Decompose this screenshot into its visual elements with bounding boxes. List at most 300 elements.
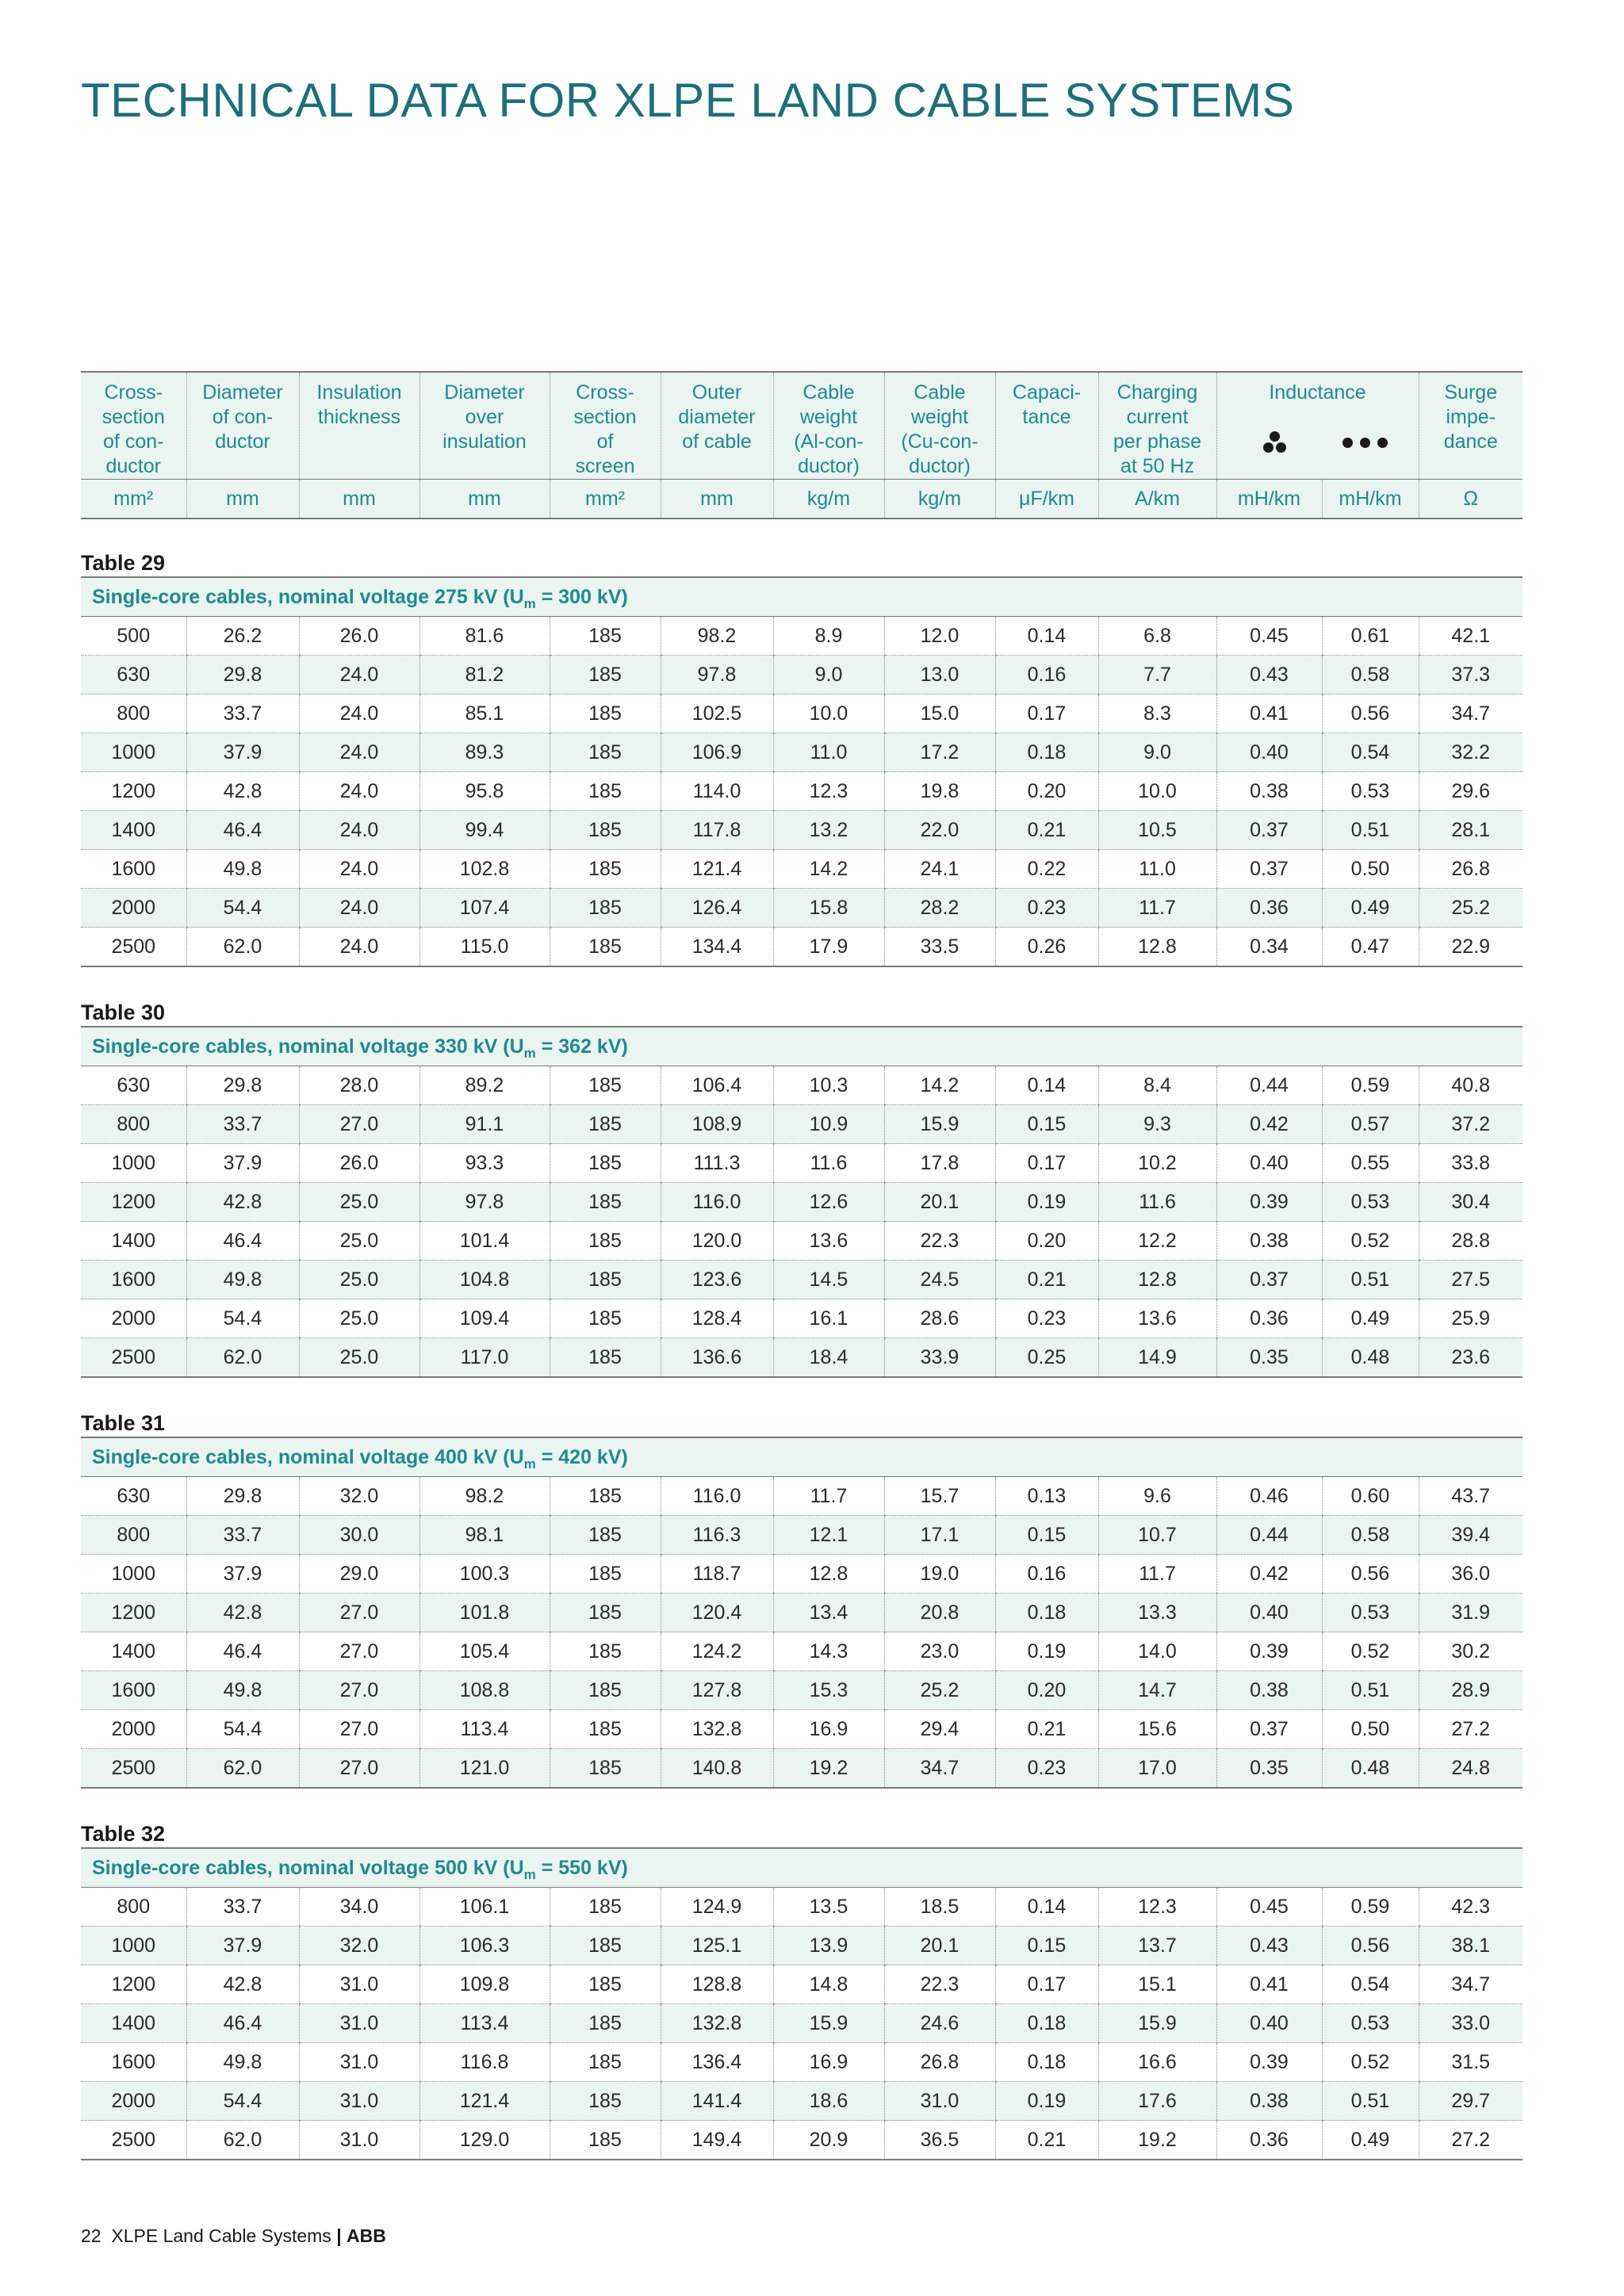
table-cell: 1200 [81, 1183, 186, 1222]
table-section-title [81, 1847, 1522, 1888]
table-cell: 100.3 [419, 1555, 550, 1594]
table-cell: 25.9 [1419, 1299, 1522, 1338]
table-cell: 0.49 [1322, 889, 1419, 928]
table-cell: 9.0 [773, 656, 884, 695]
table-cell: 185 [550, 1261, 661, 1299]
table-cell: 800 [81, 695, 186, 733]
table-label: Table 31 [81, 1411, 166, 1435]
column-header-line: Charging [1116, 381, 1198, 404]
table-cell: 0.41 [1216, 1965, 1322, 2004]
table-cell: 37.9 [186, 1144, 299, 1183]
column-header-line: per phase [1113, 430, 1202, 453]
table-cell: 10.5 [1098, 811, 1216, 850]
table-cell: 0.56 [1322, 695, 1419, 733]
table-cell: 29.4 [884, 1710, 995, 1749]
table-row [81, 1183, 1522, 1222]
table-cell: 0.40 [1216, 2004, 1322, 2043]
table-cell: 11.7 [1098, 1555, 1216, 1594]
unit-cell: mm [661, 480, 773, 519]
table-cell: 0.51 [1322, 1261, 1419, 1299]
table-cell: 31.0 [884, 2082, 995, 2121]
column-header-table [81, 371, 1522, 519]
table-cell: 0.39 [1216, 2043, 1322, 2082]
table-cell: 0.44 [1216, 1066, 1322, 1105]
table-cell: 185 [550, 1671, 661, 1710]
table-cell: 0.36 [1216, 1299, 1322, 1338]
table-cell: 14.9 [1098, 1338, 1216, 1378]
table-cell: 46.4 [186, 1222, 299, 1261]
table-cell: 33.7 [186, 1516, 299, 1555]
table-cell: 0.46 [1216, 1477, 1322, 1516]
table-cell: 0.51 [1322, 1671, 1419, 1710]
table-cell: 0.52 [1322, 1632, 1419, 1671]
table-cell: 2000 [81, 1710, 186, 1749]
table-cell: 8.3 [1098, 695, 1216, 733]
table-cell: 0.25 [995, 1338, 1098, 1378]
column-header-line: Cable [802, 381, 855, 404]
footer-separator: | [336, 2225, 342, 2246]
table-cell: 0.19 [995, 1183, 1098, 1222]
table-cell: 9.6 [1098, 1477, 1216, 1516]
table-cell: 800 [81, 1888, 186, 1927]
table-row [81, 889, 1522, 928]
unit-cell: A/km [1098, 480, 1216, 519]
table-cell: 185 [550, 1144, 661, 1183]
table-cell: 1400 [81, 811, 186, 850]
table-cell: 116.8 [419, 2043, 550, 2082]
table-cell: 1200 [81, 1965, 186, 2004]
table-cell: 29.7 [1419, 2082, 1522, 2121]
table-cell: 42.8 [186, 1594, 299, 1632]
table-cell: 11.0 [1098, 850, 1216, 889]
table-cell: 2500 [81, 1338, 186, 1378]
table-cell: 185 [550, 1066, 661, 1105]
table-cell: 1000 [81, 1555, 186, 1594]
table-cell: 185 [550, 2082, 661, 2121]
table-cell: 18.4 [773, 1338, 884, 1378]
table-row [81, 1144, 1522, 1183]
table-cell: 42.3 [1419, 1888, 1522, 1927]
table-cell: 0.39 [1216, 1183, 1322, 1222]
table-cell: 185 [550, 2121, 661, 2160]
unit-cell: mm [299, 480, 419, 519]
table-cell: 32.2 [1419, 733, 1522, 772]
column-header [1216, 372, 1419, 480]
table-block [81, 1820, 1522, 2160]
table-cell: 121.4 [419, 2082, 550, 2121]
table-cell: 111.3 [661, 1144, 773, 1183]
table-cell: 98.1 [419, 1516, 550, 1555]
table-cell: 185 [550, 1516, 661, 1555]
table-row [81, 772, 1522, 811]
table-cell: 29.8 [186, 656, 299, 695]
table-cell: 29.8 [186, 1477, 299, 1516]
section-title-text: Single-core cables, nominal voltage 330 kV (U [92, 1035, 524, 1058]
unit-cell: kg/m [773, 480, 884, 519]
table-cell: 12.0 [884, 617, 995, 656]
table-cell: 185 [550, 889, 661, 928]
table-cell: 2000 [81, 2082, 186, 2121]
table-cell: 25.2 [884, 1671, 995, 1710]
table-cell: 0.40 [1216, 1144, 1322, 1183]
section-title-subscript: m [523, 1867, 536, 1882]
data-table [81, 1888, 1522, 2160]
table-cell: 0.23 [995, 1299, 1098, 1338]
table-cell: 34.7 [1419, 1965, 1522, 2004]
table-cell: 17.2 [884, 733, 995, 772]
table-cell: 124.2 [661, 1632, 773, 1671]
table-cell: 0.53 [1322, 1594, 1419, 1632]
table-cell: 2000 [81, 889, 186, 928]
table-cell: 0.37 [1216, 1710, 1322, 1749]
table-cell: 14.3 [773, 1632, 884, 1671]
column-header-line: over [465, 406, 504, 428]
table-row [81, 1222, 1522, 1261]
table-row [81, 1671, 1522, 1710]
table-row [81, 656, 1522, 695]
table-cell: 0.23 [995, 1749, 1098, 1789]
unit-cell: mH/km [1216, 480, 1322, 519]
table-cell: 0.51 [1322, 2082, 1419, 2121]
table-cell: 0.17 [995, 695, 1098, 733]
table-cell: 98.2 [419, 1477, 550, 1516]
table-cell: 54.4 [186, 889, 299, 928]
table-cell: 13.2 [773, 811, 884, 850]
table-cell: 26.8 [1419, 850, 1522, 889]
flat-formation-icon [1342, 438, 1392, 449]
table-cell: 0.22 [995, 850, 1098, 889]
table-cell: 13.4 [773, 1594, 884, 1632]
table-cell: 106.3 [419, 1927, 550, 1965]
column-header-line: (Al-con- [794, 430, 864, 453]
table-row [81, 1594, 1522, 1632]
table-cell: 17.6 [1098, 2082, 1216, 2121]
table-cell: 14.5 [773, 1261, 884, 1299]
table-cell: 14.0 [1098, 1632, 1216, 1671]
table-cell: 0.35 [1216, 1338, 1322, 1378]
table-cell: 124.9 [661, 1888, 773, 1927]
table-cell: 0.21 [995, 1710, 1098, 1749]
table-label: Table 29 [81, 551, 166, 575]
table-cell: 0.16 [995, 656, 1098, 695]
table-cell: 10.3 [773, 1066, 884, 1105]
table-cell: 140.8 [661, 1749, 773, 1789]
section-title-subscript: m [523, 1046, 536, 1061]
table-cell: 34.7 [1419, 695, 1522, 733]
table-cell: 19.2 [773, 1749, 884, 1789]
column-header-line: Cable [914, 381, 966, 404]
table-cell: 11.6 [773, 1144, 884, 1183]
table-cell: 14.8 [773, 1965, 884, 2004]
table-cell: 31.9 [1419, 1594, 1522, 1632]
table-cell: 2500 [81, 1749, 186, 1789]
table-cell: 24.0 [299, 772, 419, 811]
table-cell: 0.48 [1322, 1749, 1419, 1789]
table-cell: 107.4 [419, 889, 550, 928]
table-cell: 13.7 [1098, 1927, 1216, 1965]
table-cell: 10.0 [773, 695, 884, 733]
column-header [995, 372, 1098, 480]
table-cell: 36.0 [1419, 1555, 1522, 1594]
table-cell: 91.1 [419, 1105, 550, 1144]
table-label: Table 32 [81, 1822, 166, 1846]
table-cell: 185 [550, 772, 661, 811]
table-cell: 0.21 [995, 1261, 1098, 1299]
table-cell: 0.38 [1216, 772, 1322, 811]
table-cell: 27.0 [299, 1105, 419, 1144]
table-cell: 120.0 [661, 1222, 773, 1261]
table-row [81, 1888, 1522, 1927]
table-cell: 0.40 [1216, 733, 1322, 772]
table-cell: 31.5 [1419, 2043, 1522, 2082]
table-cell: 28.9 [1419, 1671, 1522, 1710]
table-cell: 1200 [81, 772, 186, 811]
page-title: TECHNICAL DATA FOR XLPE LAND CABLE SYSTEMS [81, 74, 1295, 127]
table-cell: 0.16 [995, 1555, 1098, 1594]
table-cell: 24.0 [299, 811, 419, 850]
table-cell: 49.8 [186, 1261, 299, 1299]
column-header-line: insulation [442, 430, 527, 453]
table-cell: 630 [81, 1477, 186, 1516]
table-cell: 42.8 [186, 1965, 299, 2004]
table-cell: 117.8 [661, 811, 773, 850]
column-header-line: impe- [1446, 406, 1496, 428]
table-cell: 185 [550, 1105, 661, 1144]
table-cell: 2000 [81, 1299, 186, 1338]
table-cell: 0.21 [995, 2121, 1098, 2160]
table-cell: 14.2 [884, 1066, 995, 1105]
table-cell: 12.6 [773, 1183, 884, 1222]
table-cell: 28.6 [884, 1299, 995, 1338]
table-cell: 20.9 [773, 2121, 884, 2160]
column-header-line: weight [799, 406, 858, 428]
column-header-line: screen [575, 455, 635, 477]
table-cell: 116.0 [661, 1183, 773, 1222]
table-cell: 0.53 [1322, 772, 1419, 811]
table-cell: 12.8 [773, 1555, 884, 1594]
column-header-row [81, 372, 1522, 480]
table-cell: 2500 [81, 2121, 186, 2160]
table-cell: 0.18 [995, 733, 1098, 772]
table-cell: 19.2 [1098, 2121, 1216, 2160]
table-row [81, 850, 1522, 889]
table-row [81, 1749, 1522, 1789]
unit-cell: mm² [550, 480, 661, 519]
table-cell: 33.7 [186, 1105, 299, 1144]
table-cell: 118.7 [661, 1555, 773, 1594]
table-cell: 0.19 [995, 1632, 1098, 1671]
table-cell: 54.4 [186, 1710, 299, 1749]
column-header [884, 372, 995, 480]
page-footer [81, 2225, 386, 2247]
table-cell: 26.0 [299, 1144, 419, 1183]
table-block [81, 549, 1522, 967]
column-header [186, 372, 299, 480]
table-cell: 0.48 [1322, 1338, 1419, 1378]
table-block [81, 1410, 1522, 1789]
table-cell: 12.1 [773, 1516, 884, 1555]
table-row [81, 617, 1522, 656]
table-cell: 0.44 [1216, 1516, 1322, 1555]
table-cell: 10.2 [1098, 1144, 1216, 1183]
table-cell: 30.0 [299, 1516, 419, 1555]
table-cell: 25.0 [299, 1261, 419, 1299]
table-cell: 0.50 [1322, 1710, 1419, 1749]
table-cell: 104.8 [419, 1261, 550, 1299]
table-cell: 128.8 [661, 1965, 773, 2004]
table-cell: 108.9 [661, 1105, 773, 1144]
table-cell: 105.4 [419, 1632, 550, 1671]
table-cell: 28.1 [1419, 811, 1522, 850]
table-cell: 12.8 [1098, 928, 1216, 967]
table-row [81, 1632, 1522, 1671]
column-header-line: section [573, 406, 637, 428]
table-cell: 17.1 [884, 1516, 995, 1555]
table-cell: 0.36 [1216, 2121, 1322, 2160]
table-cell: 97.8 [419, 1183, 550, 1222]
data-table [81, 1477, 1522, 1789]
table-row [81, 1105, 1522, 1144]
table-cell: 93.3 [419, 1144, 550, 1183]
table-cell: 0.18 [995, 2004, 1098, 2043]
table-cell: 0.53 [1322, 2004, 1419, 2043]
technical-data-content [81, 371, 1522, 2160]
table-cell: 0.13 [995, 1477, 1098, 1516]
column-header [1419, 372, 1522, 480]
column-header-line: tance [1022, 406, 1071, 428]
table-cell: 37.3 [1419, 656, 1522, 695]
table-cell: 32.0 [299, 1927, 419, 1965]
table-cell: 0.51 [1322, 811, 1419, 850]
unit-cell: mH/km [1322, 480, 1419, 519]
table-cell: 0.23 [995, 889, 1098, 928]
table-row [81, 1066, 1522, 1105]
table-cell: 0.15 [995, 1105, 1098, 1144]
table-cell: 0.19 [995, 2082, 1098, 2121]
table-cell: 49.8 [186, 2043, 299, 2082]
data-table [81, 1066, 1522, 1378]
table-cell: 6.8 [1098, 617, 1216, 656]
table-cell: 0.54 [1322, 1965, 1419, 2004]
table-cell: 49.8 [186, 1671, 299, 1710]
table-cell: 0.20 [995, 1671, 1098, 1710]
table-row [81, 695, 1522, 733]
table-cell: 0.34 [1216, 928, 1322, 967]
table-cell: 25.0 [299, 1299, 419, 1338]
table-cell: 18.6 [773, 2082, 884, 2121]
table-cell: 0.60 [1322, 1477, 1419, 1516]
table-cell: 85.1 [419, 695, 550, 733]
table-cell: 2500 [81, 928, 186, 967]
table-row [81, 1965, 1522, 2004]
table-cell: 20.1 [884, 1927, 995, 1965]
table-cell: 15.0 [884, 695, 995, 733]
table-cell: 185 [550, 850, 661, 889]
table-cell: 141.4 [661, 2082, 773, 2121]
table-cell: 20.8 [884, 1594, 995, 1632]
table-cell: 12.3 [773, 772, 884, 811]
table-cell: 30.4 [1419, 1183, 1522, 1222]
section-title-text: Single-core cables, nominal voltage 400 kV (U [92, 1446, 524, 1468]
table-cell: 185 [550, 1710, 661, 1749]
table-cell: 24.0 [299, 695, 419, 733]
table-cell: 0.59 [1322, 1888, 1419, 1927]
table-cell: 0.18 [995, 1594, 1098, 1632]
table-section-title [81, 1437, 1522, 1477]
table-cell: 26.0 [299, 617, 419, 656]
column-header-line: diameter [678, 406, 756, 428]
table-cell: 31.0 [299, 2082, 419, 2121]
table-cell: 0.42 [1216, 1555, 1322, 1594]
table-cell: 0.58 [1322, 656, 1419, 695]
table-cell: 81.2 [419, 656, 550, 695]
table-cell: 0.58 [1322, 1516, 1419, 1555]
column-header-line: Capaci- [1012, 381, 1082, 404]
table-cell: 0.50 [1322, 850, 1419, 889]
table-cell: 46.4 [186, 2004, 299, 2043]
table-cell: 0.54 [1322, 733, 1419, 772]
table-cell: 0.21 [995, 811, 1098, 850]
unit-cell: mm² [81, 480, 186, 519]
table-cell: 27.0 [299, 1671, 419, 1710]
section-title-subscript: m [523, 596, 536, 611]
table-cell: 98.2 [661, 617, 773, 656]
table-cell: 185 [550, 1183, 661, 1222]
table-cell: 27.0 [299, 1710, 419, 1749]
table-cell: 36.5 [884, 2121, 995, 2160]
table-cell: 27.2 [1419, 2121, 1522, 2160]
table-cell: 106.1 [419, 1888, 550, 1927]
table-cell: 0.61 [1322, 617, 1419, 656]
column-header [661, 372, 773, 480]
table-row [81, 2043, 1522, 2082]
table-cell: 115.0 [419, 928, 550, 967]
column-header [299, 372, 419, 480]
table-cell: 42.8 [186, 1183, 299, 1222]
table-cell: 185 [550, 1477, 661, 1516]
table-cell: 24.1 [884, 850, 995, 889]
table-cell: 13.5 [773, 1888, 884, 1927]
table-cell: 123.6 [661, 1261, 773, 1299]
table-cell: 185 [550, 1965, 661, 2004]
table-cell: 630 [81, 1066, 186, 1105]
table-cell: 17.9 [773, 928, 884, 967]
table-cell: 1400 [81, 2004, 186, 2043]
table-cell: 34.0 [299, 1888, 419, 1927]
table-cell: 10.7 [1098, 1516, 1216, 1555]
table-cell: 16.1 [773, 1299, 884, 1338]
table-cell: 10.9 [773, 1105, 884, 1144]
table-cell: 0.53 [1322, 1183, 1419, 1222]
unit-cell: mm [419, 480, 550, 519]
table-cell: 13.0 [884, 656, 995, 695]
table-section-title [81, 576, 1522, 617]
table-cell: 1400 [81, 1632, 186, 1671]
table-cell: 1000 [81, 733, 186, 772]
table-cell: 24.0 [299, 889, 419, 928]
table-cell: 97.8 [661, 656, 773, 695]
table-cell: 37.9 [186, 1927, 299, 1965]
table-cell: 24.0 [299, 733, 419, 772]
table-cell: 16.6 [1098, 2043, 1216, 2082]
table-cell: 54.4 [186, 1299, 299, 1338]
table-cell: 25.2 [1419, 889, 1522, 928]
table-cell: 42.1 [1419, 617, 1522, 656]
inductance-symbols [1217, 431, 1419, 453]
table-cell: 11.7 [773, 1477, 884, 1516]
table-cell: 31.0 [299, 2004, 419, 2043]
table-cell: 33.9 [884, 1338, 995, 1378]
